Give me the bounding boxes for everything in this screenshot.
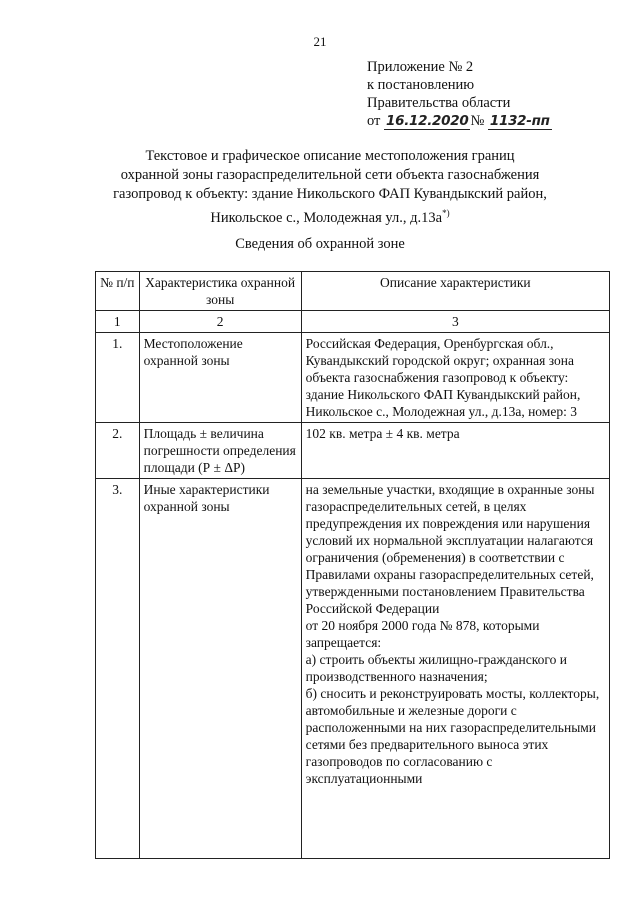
- table-row: [96, 333, 610, 423]
- row-description: Российская Федерация, Оренбургская обл., Кувандыкский городской округ; охранная зона объекта газоснабжения газопровод к объекту: здание Никольского ФАП Кувандыкский район, Никольское с., Молодежная ул., д.13а, номер: 3: [301, 333, 609, 423]
- title-line-2: охранной зоны газораспределительной сети объекта газоснабжения: [120, 167, 540, 183]
- col-number-1: 1: [96, 311, 140, 333]
- title-line-4-wrap: [60, 204, 600, 228]
- desc-paragraph-1: на земельные участки, входящие в охранные зоны газораспределительных сетей, в целях предупреждения их повреждения или нарушения условий их нормальной эксплуатации налагаются ограничения (обременения) в соответствии с Правилами охраны газораспределительных сетей, утвержденными постановлением Правительства Российской Федерации: [305, 482, 595, 616]
- appendix-line-1: Приложение № 2: [367, 59, 474, 75]
- header-characteristic: Характеристика охранной зоны: [139, 272, 301, 311]
- desc-item-a: а) строить объекты жилищно-гражданского и производственного назначения;: [305, 652, 567, 684]
- zone-table: [95, 271, 610, 859]
- desc-item-b: б) сносить и реконструировать мосты, коллекторы, автомобильные и железные дороги с расположенными на них газораспределительными сетями без предварительного выноса этих газопроводов по согласованию с эксплуатационными: [305, 686, 600, 786]
- appendix-line-2: к постановлению: [367, 77, 475, 93]
- title-line-1: Текстовое и графическое описание местоположения границ: [145, 148, 515, 164]
- row-characteristic: Иные характеристики охранной зоны: [139, 479, 301, 859]
- appendix-line-3: Правительства области: [367, 95, 511, 111]
- row-num: 1.: [96, 333, 140, 423]
- desc-paragraph-2: от 20 ноября 2000 года № 878, которыми запрещается:: [305, 618, 540, 650]
- page-number: 21: [313, 34, 327, 49]
- row-num: 2.: [96, 423, 140, 479]
- row-description: [301, 479, 609, 859]
- appendix-block: [367, 58, 552, 130]
- handwritten-number: 1132-пп: [489, 113, 550, 129]
- handwritten-date: 16.12.2020: [386, 113, 469, 129]
- appendix-from: от: [367, 113, 381, 129]
- title-line-4: Никольское с., Молодежная ул., д.13а: [210, 209, 443, 226]
- col-number-2: 2: [139, 311, 301, 333]
- row-characteristic: Местоположение охранной зоны: [139, 333, 301, 423]
- table-row: [96, 479, 610, 859]
- appendix-date-line: [367, 112, 552, 130]
- header-num: № п/п: [96, 272, 140, 311]
- number-sign: №: [470, 113, 485, 129]
- row-characteristic: Площадь ± величина погрешности определения площади (Р ± ΔР): [139, 423, 301, 479]
- section-subtitle: Сведения об охранной зоне: [235, 236, 405, 252]
- header-row: [96, 272, 610, 311]
- row-description: 102 кв. метра ± 4 кв. метра: [301, 423, 609, 479]
- col-number-3: 3: [301, 311, 609, 333]
- document-title: [60, 147, 600, 228]
- title-line-3: газопровод к объекту: здание Никольского ФАП Кувандыкский район,: [113, 186, 547, 202]
- column-number-row: [96, 311, 610, 333]
- row-num: 3.: [96, 479, 140, 859]
- footnote-mark: *): [442, 208, 450, 218]
- header-description: Описание характеристики: [301, 272, 609, 311]
- table-row: [96, 423, 610, 479]
